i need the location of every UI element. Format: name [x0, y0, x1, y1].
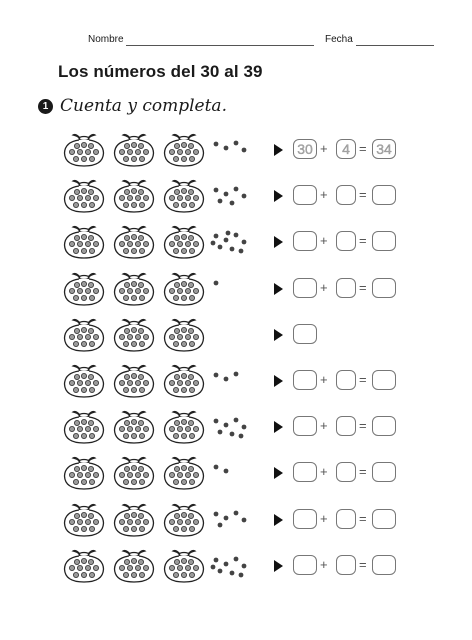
loose-dot: [239, 572, 244, 577]
plus-sign: +: [320, 233, 328, 249]
loose-dot: [239, 249, 244, 254]
bag-of-ten-icon: [112, 178, 156, 214]
bag-of-ten-icon: [112, 271, 156, 307]
loose-dot: [226, 231, 231, 236]
loose-dot: [242, 517, 247, 522]
loose-dot: [214, 511, 219, 516]
bag-of-ten-icon: [112, 132, 156, 168]
page-title: Los números del 30 al 39: [58, 62, 263, 81]
total-answer-box[interactable]: [372, 185, 396, 205]
loose-dot: [214, 188, 219, 193]
tens-answer-box[interactable]: [293, 185, 317, 205]
equals-sign: =: [359, 141, 367, 156]
arrow-right-icon: [274, 375, 283, 387]
bag-of-ten-icon: [112, 224, 156, 260]
answer-box[interactable]: [293, 324, 317, 344]
bag-of-ten-icon: [62, 548, 106, 584]
bag-of-ten-icon: [162, 455, 206, 491]
loose-dot: [214, 419, 219, 424]
loose-dot: [218, 199, 223, 204]
bag-of-ten-icon: [112, 455, 156, 491]
exercise-number-badge: 1: [38, 99, 53, 114]
exercise-row: [0, 132, 472, 172]
bag-of-ten-icon: [112, 317, 156, 353]
bag-of-ten-icon: [112, 548, 156, 584]
plus-sign: +: [320, 418, 328, 434]
loose-dot: [242, 425, 247, 430]
exercise-row: [0, 224, 472, 264]
loose-dot: [242, 148, 247, 153]
date-label: Fecha: [325, 34, 353, 45]
exercise-row: [0, 363, 472, 403]
total-answer-box[interactable]: [372, 416, 396, 436]
bag-of-ten-icon: [62, 224, 106, 260]
loose-dot: [234, 372, 239, 377]
plus-sign: +: [320, 510, 328, 526]
arrow-right-icon: [274, 467, 283, 479]
loose-dot: [214, 373, 219, 378]
loose-dot: [224, 469, 229, 474]
arrow-right-icon: [274, 190, 283, 202]
loose-dot: [214, 280, 219, 285]
loose-dot: [224, 377, 229, 382]
units-answer-box[interactable]: [336, 462, 356, 482]
units-answer-box[interactable]: [336, 555, 356, 575]
bag-of-ten-icon: [162, 178, 206, 214]
bag-of-ten-icon: [62, 455, 106, 491]
loose-dot: [239, 434, 244, 439]
loose-dot: [234, 233, 239, 238]
loose-dots-group: [208, 230, 250, 256]
tens-answer-box[interactable]: [293, 416, 317, 436]
loose-dot: [234, 510, 239, 515]
total-answer-box[interactable]: [372, 278, 396, 298]
loose-dot: [230, 432, 235, 437]
bag-of-ten-icon: [162, 409, 206, 445]
bag-of-ten-icon: [62, 409, 106, 445]
loose-dot: [224, 238, 229, 243]
exercise-row: [0, 548, 472, 588]
loose-dots-group: [208, 554, 250, 580]
plus-sign: +: [320, 556, 328, 572]
total-answer-box[interactable]: 34: [372, 139, 396, 159]
loose-dot: [234, 187, 239, 192]
bag-of-ten-icon: [62, 317, 106, 353]
header: [0, 34, 472, 50]
arrow-right-icon: [274, 329, 283, 341]
plus-sign: +: [320, 187, 328, 203]
exercise-row: [0, 271, 472, 311]
tens-answer-box[interactable]: 30: [293, 139, 317, 159]
plus-sign: +: [320, 464, 328, 480]
tens-answer-box[interactable]: [293, 231, 317, 251]
loose-dot: [218, 430, 223, 435]
tens-answer-box[interactable]: [293, 555, 317, 575]
bag-of-ten-icon: [162, 502, 206, 538]
bag-of-ten-icon: [162, 317, 206, 353]
loose-dot: [224, 146, 229, 151]
units-answer-box[interactable]: [336, 509, 356, 529]
loose-dot: [218, 245, 223, 250]
tens-answer-box[interactable]: [293, 509, 317, 529]
arrow-right-icon: [274, 283, 283, 295]
name-field[interactable]: [126, 45, 314, 46]
loose-dot: [242, 194, 247, 199]
loose-dot: [224, 561, 229, 566]
loose-dot: [242, 240, 247, 245]
total-answer-box[interactable]: [372, 231, 396, 251]
bag-of-ten-icon: [112, 502, 156, 538]
tens-answer-box[interactable]: [293, 278, 317, 298]
bag-of-ten-icon: [112, 409, 156, 445]
arrow-right-icon: [274, 421, 283, 433]
loose-dot: [230, 570, 235, 575]
exercise-instruction-text: Cuenta y completa.: [60, 96, 227, 116]
equals-sign: =: [359, 372, 367, 387]
loose-dot: [234, 141, 239, 146]
loose-dot: [214, 557, 219, 562]
exercise-row: [0, 317, 472, 357]
equals-sign: =: [359, 418, 367, 434]
bag-of-ten-icon: [162, 224, 206, 260]
loose-dot: [218, 522, 223, 527]
loose-dot: [224, 192, 229, 197]
loose-dot: [218, 568, 223, 573]
total-answer-box[interactable]: [372, 555, 396, 575]
units-answer-box[interactable]: [336, 278, 356, 298]
arrow-right-icon: [274, 144, 283, 156]
loose-dots-group: [208, 415, 250, 441]
loose-dots-group: [208, 277, 250, 303]
date-field[interactable]: [356, 45, 434, 46]
loose-dot: [214, 142, 219, 147]
bag-of-ten-icon: [62, 132, 106, 168]
loose-dot: [214, 234, 219, 239]
plus-sign: +: [320, 141, 328, 156]
units-answer-box[interactable]: [336, 185, 356, 205]
units-answer-box[interactable]: [336, 370, 356, 390]
loose-dots-group: [208, 508, 250, 534]
bag-of-ten-icon: [162, 132, 206, 168]
tens-answer-box[interactable]: [293, 462, 317, 482]
loose-dot: [224, 423, 229, 428]
units-answer-box[interactable]: 4: [336, 139, 356, 159]
bag-of-ten-icon: [112, 363, 156, 399]
equals-sign: =: [359, 233, 367, 249]
loose-dot: [211, 564, 216, 569]
loose-dots-group: [208, 138, 250, 164]
plus-sign: +: [320, 279, 328, 295]
exercise-row: [0, 455, 472, 495]
arrow-right-icon: [274, 514, 283, 526]
bag-of-ten-icon: [62, 363, 106, 399]
loose-dot: [214, 465, 219, 470]
tens-answer-box[interactable]: [293, 370, 317, 390]
equals-sign: =: [359, 556, 367, 572]
bag-of-ten-icon: [162, 548, 206, 584]
total-answer-box[interactable]: [372, 370, 396, 390]
equals-sign: =: [359, 187, 367, 203]
loose-dot: [234, 556, 239, 561]
loose-dot: [234, 418, 239, 423]
bag-of-ten-icon: [62, 178, 106, 214]
bag-of-ten-icon: [62, 502, 106, 538]
total-answer-box[interactable]: [372, 462, 396, 482]
equals-sign: =: [359, 279, 367, 295]
total-answer-box[interactable]: [372, 509, 396, 529]
loose-dots-group: [208, 184, 250, 210]
loose-dots-group: [208, 369, 250, 395]
bag-of-ten-icon: [162, 363, 206, 399]
name-label: Nombre: [88, 34, 124, 45]
units-answer-box[interactable]: [336, 416, 356, 436]
loose-dot: [230, 247, 235, 252]
arrow-right-icon: [274, 236, 283, 248]
equals-sign: =: [359, 510, 367, 526]
bag-of-ten-icon: [162, 271, 206, 307]
exercise-row: [0, 178, 472, 218]
plus-sign: +: [320, 372, 328, 387]
exercise-row: [0, 502, 472, 542]
loose-dot: [211, 241, 216, 246]
arrow-right-icon: [274, 560, 283, 572]
bag-of-ten-icon: [62, 271, 106, 307]
exercise-row: [0, 409, 472, 449]
units-answer-box[interactable]: [336, 231, 356, 251]
loose-dot: [242, 563, 247, 568]
equals-sign: =: [359, 464, 367, 480]
loose-dot: [230, 201, 235, 206]
loose-dot: [224, 515, 229, 520]
loose-dots-group: [208, 461, 250, 487]
